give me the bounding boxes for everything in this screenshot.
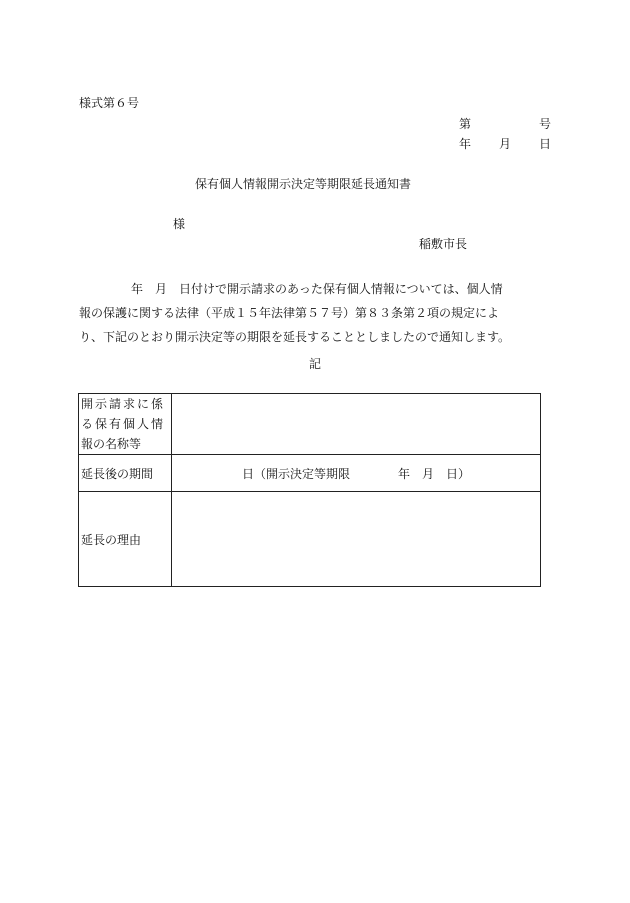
label-extension-reason: 延長の理由 xyxy=(79,492,172,587)
doc-number-prefix: 第 xyxy=(459,117,472,131)
date-month: 月 xyxy=(499,137,512,151)
form-number: 様式第６号 xyxy=(79,96,140,110)
label-line: る保有個人情 xyxy=(81,417,166,431)
label-requested-info xyxy=(79,394,172,455)
addressee-suffix: 様 xyxy=(173,217,186,231)
value-requested-info[interactable] xyxy=(172,394,541,455)
date-day: 日 xyxy=(539,137,552,151)
table-row xyxy=(79,455,541,492)
body-line-1: 年 月 日付けで開示請求のあった保有個人情報については、個人情 xyxy=(131,282,503,296)
table-row xyxy=(79,492,541,587)
value-extended-period[interactable]: 日（開示決定等期限 年 月 日） xyxy=(172,455,541,492)
document-title: 保有個人情報開示決定等期限延長通知書 xyxy=(195,177,412,191)
issuer-name: 稲敷市長 xyxy=(419,237,468,251)
details-table xyxy=(78,393,541,587)
notice-body xyxy=(79,277,549,349)
body-line-3: り、下記のとおり開示決定等の期限を延長することとしましたので通知します。 xyxy=(79,330,511,344)
label-line: 開示請求に係 xyxy=(81,397,166,411)
label-extended-period: 延長後の期間 xyxy=(79,455,172,492)
value-extension-reason[interactable] xyxy=(172,492,541,587)
body-line-2: 報の保護に関する法律（平成１５年法律第５７号）第８３条第２項の規定によ xyxy=(79,306,500,320)
note-heading: 記 xyxy=(309,357,322,371)
date-year: 年 xyxy=(459,137,472,151)
label-line: 報の名称等 xyxy=(81,437,142,451)
doc-number-suffix: 号 xyxy=(539,117,552,131)
table-row xyxy=(79,394,541,455)
